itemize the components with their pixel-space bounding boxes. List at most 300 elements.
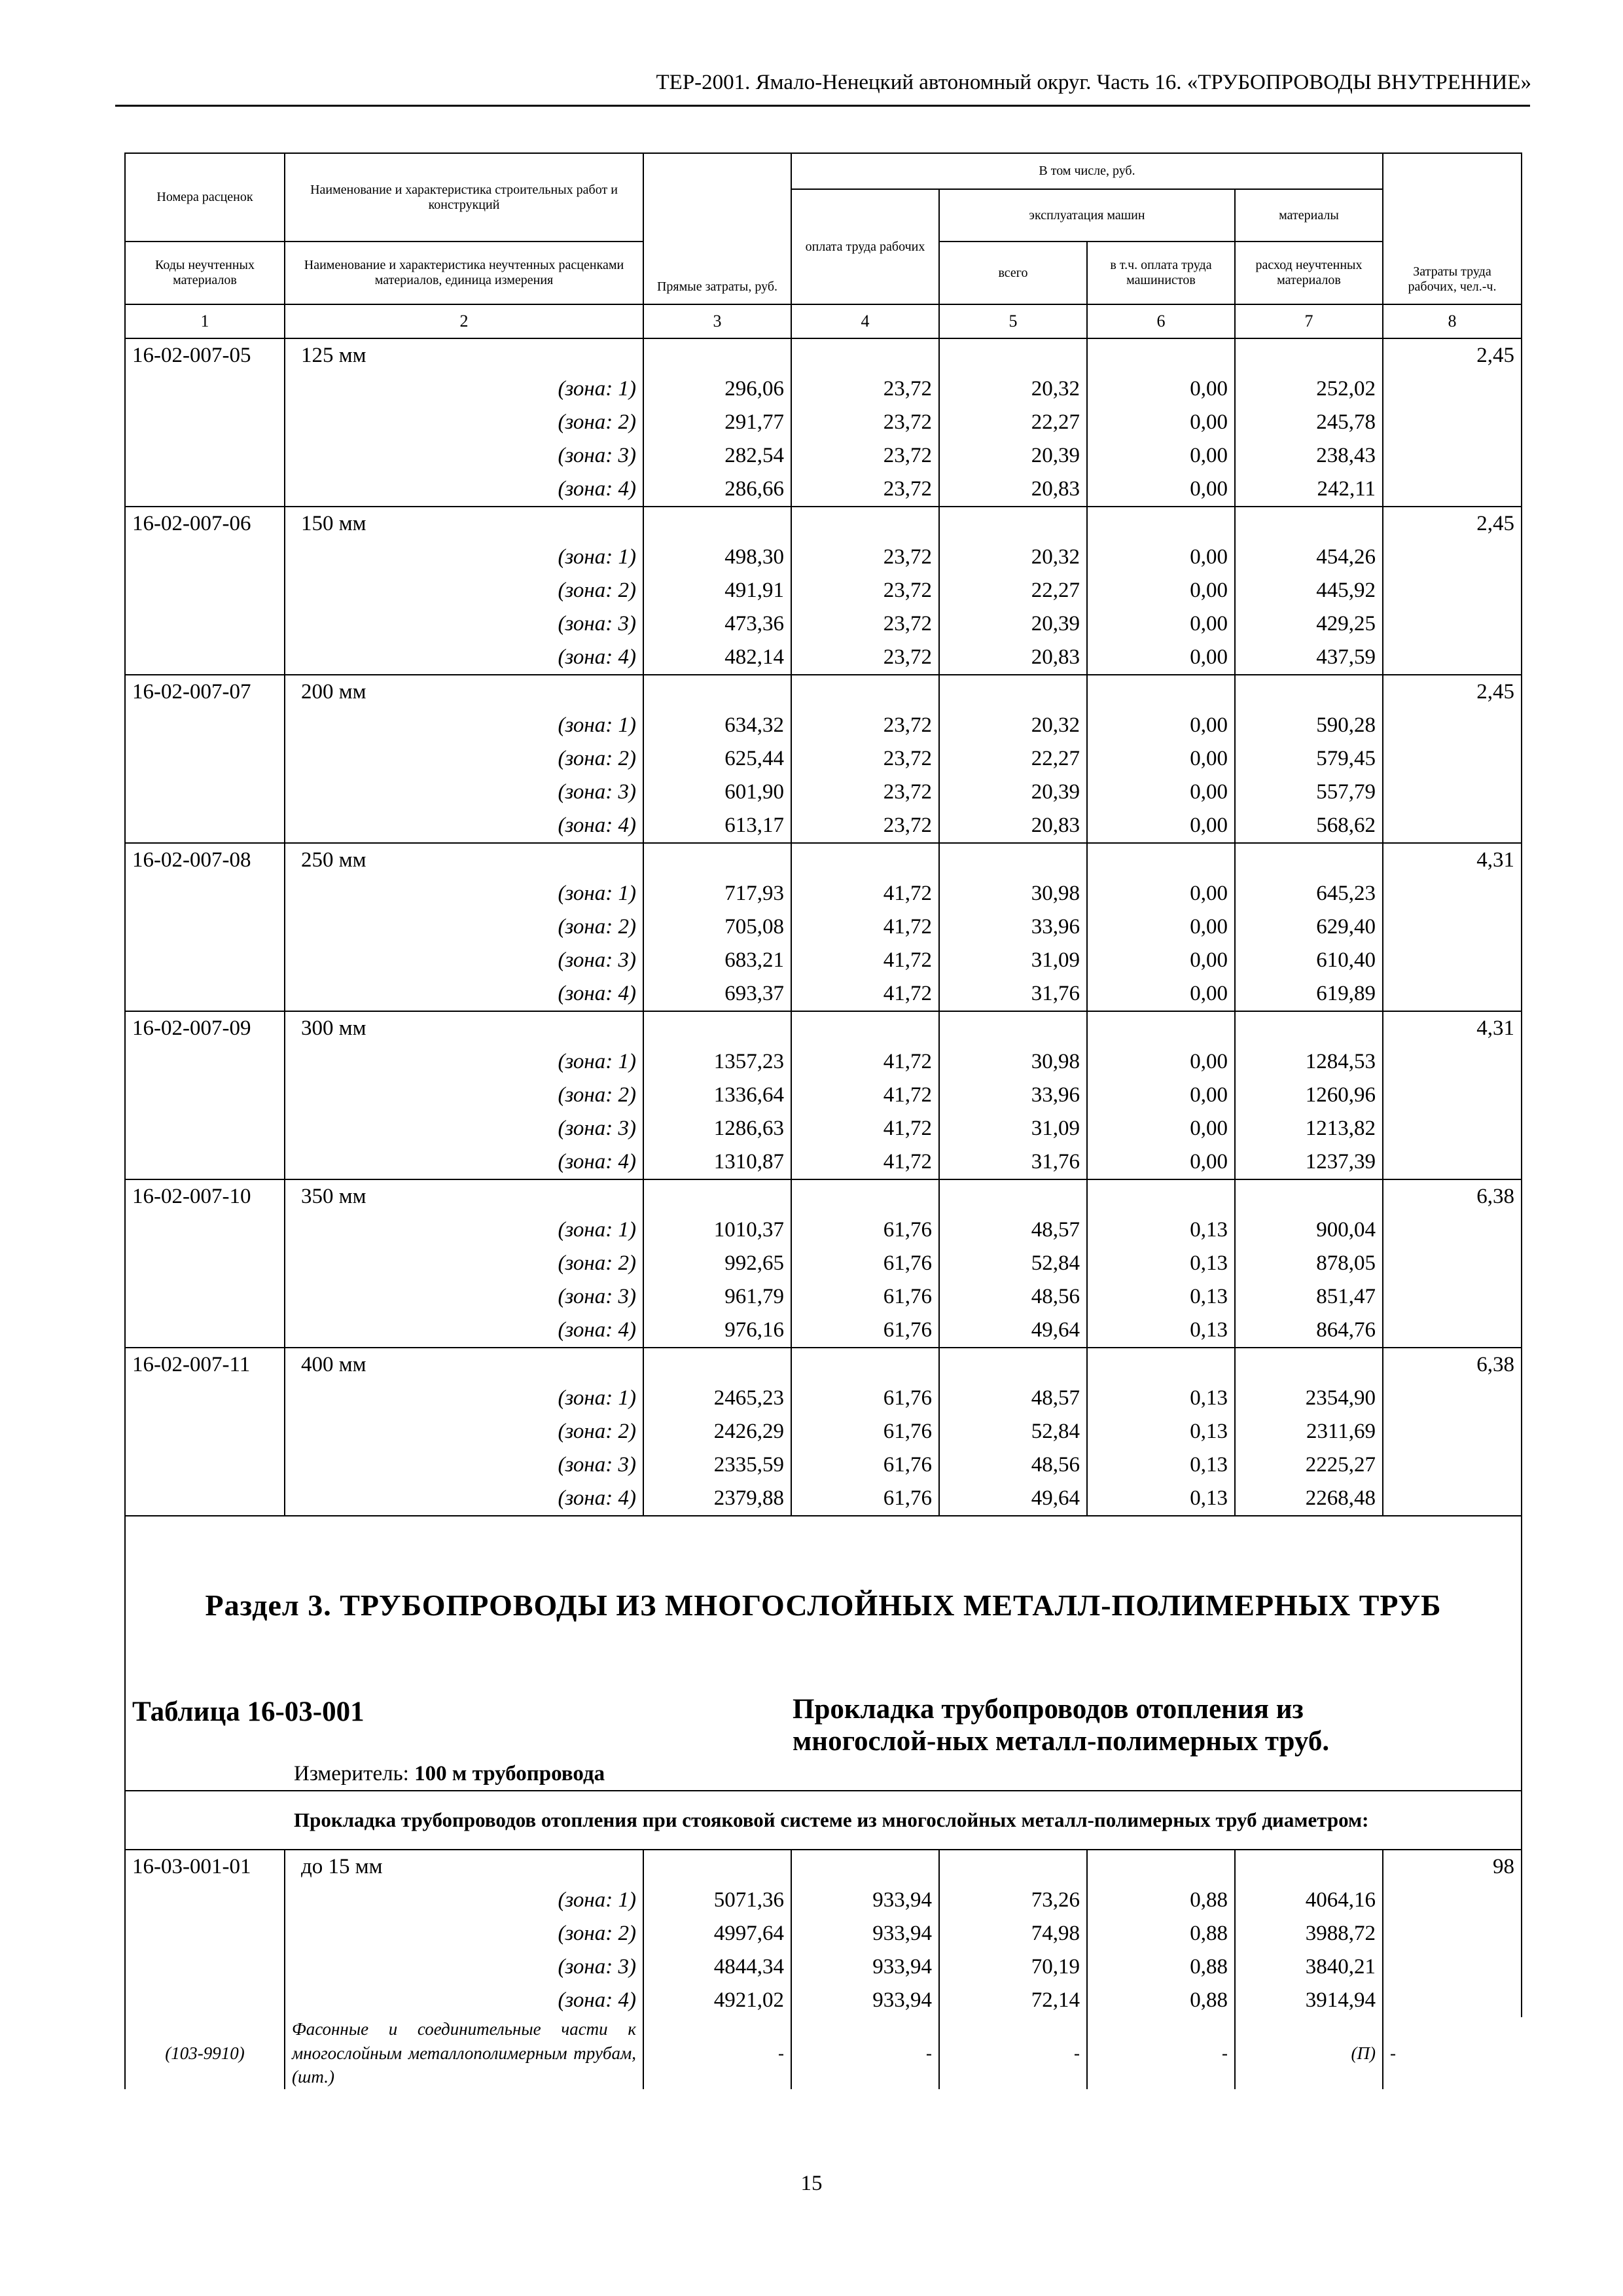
zone-label: (зона: 3): [285, 776, 643, 809]
value-cell: 933,94: [791, 1917, 939, 1950]
running-header: ТЕР-2001. Ямало-Ненецкий автономный округ. Часть 16. «ТРУБОПРОВОДЫ ВНУТРЕННИЕ»: [656, 71, 1531, 94]
value-cell: 31,09: [939, 1112, 1087, 1145]
value-cell: 4997,64: [643, 1917, 791, 1950]
value-cell: 61,76: [791, 1280, 939, 1314]
subheading: Прокладка трубопроводов отопления при стояковой системе из многослойных металл-полимерных труб диаметром:: [285, 1791, 1522, 1850]
zone-row: [125, 776, 1522, 809]
empty-cell: [643, 338, 791, 372]
rate-name: до 15 мм: [285, 1850, 643, 1884]
value-cell: 41,72: [791, 944, 939, 977]
value-cell: 22,27: [939, 742, 1087, 776]
zone-row: [125, 1884, 1522, 1917]
value-cell: 0,88: [1087, 1917, 1235, 1950]
value-cell: 0,00: [1087, 574, 1235, 607]
zone-row: [125, 877, 1522, 910]
empty-cell: [1087, 1348, 1235, 1382]
value-cell: 568,62: [1235, 809, 1383, 843]
value-cell: 961,79: [643, 1280, 791, 1314]
zone-label: (зона: 2): [285, 1415, 643, 1448]
rate-code: 16-02-007-05: [125, 338, 285, 372]
empty-cell: [939, 1179, 1087, 1213]
value-cell: 1357,23: [643, 1045, 791, 1079]
zone-row: [125, 1448, 1522, 1482]
empty-cell: [939, 507, 1087, 541]
rates-body: [125, 338, 1522, 1516]
value-cell: 634,32: [643, 709, 791, 742]
labor-cost: 4,31: [1383, 1011, 1522, 1045]
zone-row: [125, 1145, 1522, 1179]
header-machinists-pay: в т.ч. оплата труда машинистов: [1087, 242, 1235, 304]
zone-label: (зона: 2): [285, 1917, 643, 1950]
zone-row: [125, 1984, 1522, 2017]
empty-cell: [643, 507, 791, 541]
zone-label: (зона: 4): [285, 1314, 643, 1348]
material-name: Фасонные и соединительные части к многослойным металлополимерным трубам, (шт.): [285, 2017, 643, 2089]
section-spacer: [125, 1516, 1522, 1582]
material-code: (103-9910): [125, 2017, 285, 2089]
header-rule: [115, 105, 1530, 107]
column-number: 4: [791, 304, 939, 338]
header-rate-numbers: Номера расценок: [125, 153, 285, 242]
value-cell: 1284,53: [1235, 1045, 1383, 1079]
zone-label: (зона: 3): [285, 1950, 643, 1984]
value-cell: 2354,90: [1235, 1382, 1383, 1415]
value-cell: 31,76: [939, 977, 1087, 1011]
zone-label: (зона: 2): [285, 406, 643, 439]
value-cell: 445,92: [1235, 574, 1383, 607]
zone-row: [125, 1482, 1522, 1516]
value-cell: 41,72: [791, 1045, 939, 1079]
value-cell: 41,72: [791, 977, 939, 1011]
value-cell: 0,13: [1087, 1247, 1235, 1280]
value-cell: 282,54: [643, 439, 791, 473]
material-value: (П): [1235, 2017, 1383, 2089]
empty-cell: [1087, 843, 1235, 877]
value-cell: 0,00: [1087, 809, 1235, 843]
value-cell: 851,47: [1235, 1280, 1383, 1314]
zone-row: [125, 439, 1522, 473]
value-cell: 0,00: [1087, 977, 1235, 1011]
zone-row: [125, 541, 1522, 574]
value-cell: 1260,96: [1235, 1079, 1383, 1112]
zone-row: [125, 742, 1522, 776]
value-cell: 61,76: [791, 1247, 939, 1280]
zone-row: [125, 1045, 1522, 1079]
value-cell: 73,26: [939, 1884, 1087, 1917]
zone-row: [125, 1917, 1522, 1950]
value-cell: 557,79: [1235, 776, 1383, 809]
zone-row: [125, 372, 1522, 406]
zone-label: (зона: 1): [285, 877, 643, 910]
empty-cell: [791, 338, 939, 372]
empty-cell: [939, 843, 1087, 877]
empty-cell: [791, 1348, 939, 1382]
rate-name: 300 мм: [285, 1011, 643, 1045]
rate-name: 350 мм: [285, 1179, 643, 1213]
value-cell: 23,72: [791, 742, 939, 776]
zone-row: [125, 1213, 1522, 1247]
empty-cell: [643, 1348, 791, 1382]
empty-cell: [1087, 338, 1235, 372]
empty-cell: [643, 1850, 791, 1884]
labor-cost: 4,31: [1383, 843, 1522, 877]
zone-label: (зона: 2): [285, 910, 643, 944]
zone-row: [125, 944, 1522, 977]
value-cell: 23,72: [791, 473, 939, 507]
rate-name: 400 мм: [285, 1348, 643, 1382]
labor-cost: 6,38: [1383, 1179, 1522, 1213]
header-machines-total: всего: [939, 242, 1087, 304]
empty-cell: [643, 675, 791, 709]
empty-cell: [643, 1011, 791, 1045]
empty-cell: [1087, 675, 1235, 709]
material-value: -: [643, 2017, 791, 2089]
value-cell: 0,13: [1087, 1382, 1235, 1415]
page-number: 15: [800, 2172, 823, 2195]
measure-label: Измеритель:: [294, 1761, 409, 1785]
zone-row: [125, 641, 1522, 675]
column-number: 8: [1383, 304, 1522, 338]
measure-line: [285, 1758, 1522, 1791]
material-value: -: [1383, 2017, 1522, 2089]
value-cell: 48,57: [939, 1382, 1087, 1415]
zone-label: (зона: 1): [285, 1045, 643, 1079]
value-cell: 1310,87: [643, 1145, 791, 1179]
value-cell: 878,05: [1235, 1247, 1383, 1280]
value-cell: 473,36: [643, 607, 791, 641]
material-value: -: [791, 2017, 939, 2089]
value-cell: 0,13: [1087, 1415, 1235, 1448]
value-cell: 242,11: [1235, 473, 1383, 507]
zone-label: (зона: 1): [285, 541, 643, 574]
empty-cell: [1235, 1348, 1383, 1382]
zone-row: [125, 473, 1522, 507]
value-cell: 4064,16: [1235, 1884, 1383, 1917]
material-value: -: [939, 2017, 1087, 2089]
value-cell: 717,93: [643, 877, 791, 910]
value-cell: 2335,59: [643, 1448, 791, 1482]
zone-row: [125, 977, 1522, 1011]
zone-label: (зона: 2): [285, 1247, 643, 1280]
value-cell: 48,56: [939, 1448, 1087, 1482]
value-cell: 2379,88: [643, 1482, 791, 1516]
value-cell: 1336,64: [643, 1079, 791, 1112]
header-material-codes: Коды неучтенных материалов: [125, 242, 285, 304]
value-cell: 48,56: [939, 1280, 1087, 1314]
empty-cell: [1087, 507, 1235, 541]
empty-cell: [939, 675, 1087, 709]
value-cell: 0,00: [1087, 541, 1235, 574]
value-cell: 238,43: [1235, 439, 1383, 473]
value-cell: 41,72: [791, 1112, 939, 1145]
empty-cell: [1235, 1011, 1383, 1045]
rates-table: [124, 152, 1522, 2089]
value-cell: 0,88: [1087, 1884, 1235, 1917]
value-cell: 610,40: [1235, 944, 1383, 977]
value-cell: 61,76: [791, 1213, 939, 1247]
header-machines: эксплуатация машин: [939, 189, 1235, 242]
header-labor-costs: Затраты труда рабочих, чел.-ч.: [1383, 153, 1522, 304]
value-cell: 0,13: [1087, 1213, 1235, 1247]
value-cell: 0,13: [1087, 1448, 1235, 1482]
value-cell: 933,94: [791, 1950, 939, 1984]
empty-cell: [1235, 507, 1383, 541]
value-cell: 0,00: [1087, 910, 1235, 944]
rate-code: 16-02-007-07: [125, 675, 285, 709]
value-cell: 49,64: [939, 1314, 1087, 1348]
value-cell: 2225,27: [1235, 1448, 1383, 1482]
zone-label: (зона: 1): [285, 372, 643, 406]
section-spacer: [125, 1628, 1522, 1693]
rate-code: 16-02-007-11: [125, 1348, 285, 1382]
column-number: 1: [125, 304, 285, 338]
zone-label: (зона: 4): [285, 1482, 643, 1516]
value-cell: 61,76: [791, 1415, 939, 1448]
empty-cell: [791, 1179, 939, 1213]
zone-label: (зона: 4): [285, 1984, 643, 2017]
value-cell: 0,00: [1087, 406, 1235, 439]
value-cell: 23,72: [791, 372, 939, 406]
value-cell: 23,72: [791, 776, 939, 809]
value-cell: 22,27: [939, 406, 1087, 439]
empty-cell: [939, 1850, 1087, 1884]
value-cell: 74,98: [939, 1917, 1087, 1950]
value-cell: 619,89: [1235, 977, 1383, 1011]
empty-cell: [1087, 1011, 1235, 1045]
value-cell: 52,84: [939, 1247, 1087, 1280]
header-material-consumption: расход неучтенных материалов: [1235, 242, 1383, 304]
value-cell: 976,16: [643, 1314, 791, 1348]
value-cell: 0,00: [1087, 1079, 1235, 1112]
value-cell: 22,27: [939, 574, 1087, 607]
empty-cell: [1235, 843, 1383, 877]
value-cell: 2268,48: [1235, 1482, 1383, 1516]
value-cell: 0,00: [1087, 877, 1235, 910]
value-cell: 0,88: [1087, 1984, 1235, 2017]
zone-label: (зона: 3): [285, 1448, 643, 1482]
header-work-name: Наименование и характеристика строительных работ и конструкций: [285, 153, 643, 242]
value-cell: 20,32: [939, 372, 1087, 406]
value-cell: 2465,23: [643, 1382, 791, 1415]
value-cell: 0,00: [1087, 372, 1235, 406]
rate-group-row: [125, 338, 1522, 372]
value-cell: 0,00: [1087, 473, 1235, 507]
value-cell: 31,76: [939, 1145, 1087, 1179]
section-title: Раздел 3. ТРУБОПРОВОДЫ ИЗ МНОГОСЛОЙНЫХ МЕТАЛЛ-ПОЛИМЕРНЫХ ТРУБ: [125, 1582, 1522, 1628]
value-cell: 245,78: [1235, 406, 1383, 439]
value-cell: 286,66: [643, 473, 791, 507]
zone-row: [125, 1247, 1522, 1280]
value-cell: 41,72: [791, 877, 939, 910]
value-cell: 2426,29: [643, 1415, 791, 1448]
empty-cell: [1087, 1850, 1235, 1884]
value-cell: 4844,34: [643, 1950, 791, 1984]
empty-cell: [1235, 1850, 1383, 1884]
value-cell: 23,72: [791, 541, 939, 574]
value-cell: 20,32: [939, 541, 1087, 574]
value-cell: 1010,37: [643, 1213, 791, 1247]
zone-label: (зона: 4): [285, 1145, 643, 1179]
value-cell: 70,19: [939, 1950, 1087, 1984]
zone-label: (зона: 3): [285, 607, 643, 641]
material-value: -: [1087, 2017, 1235, 2089]
value-cell: 3988,72: [1235, 1917, 1383, 1950]
empty-cell: [791, 507, 939, 541]
empty-cell: [1235, 675, 1383, 709]
zone-label: (зона: 2): [285, 1079, 643, 1112]
zone-row: [125, 709, 1522, 742]
rate-name: 150 мм: [285, 507, 643, 541]
zone-label: (зона: 4): [285, 641, 643, 675]
value-cell: 0,00: [1087, 1045, 1235, 1079]
labor-cost: 6,38: [1383, 1348, 1522, 1382]
value-cell: 23,72: [791, 641, 939, 675]
value-cell: 23,72: [791, 709, 939, 742]
value-cell: 933,94: [791, 1984, 939, 2017]
value-cell: 705,08: [643, 910, 791, 944]
header-including: В том числе, руб.: [791, 153, 1383, 189]
value-cell: 49,64: [939, 1482, 1087, 1516]
empty-cell: [939, 1348, 1087, 1382]
value-cell: 992,65: [643, 1247, 791, 1280]
value-cell: 0,13: [1087, 1280, 1235, 1314]
rate-group-row: [125, 1179, 1522, 1213]
value-cell: 1237,39: [1235, 1145, 1383, 1179]
empty-cell: [791, 675, 939, 709]
value-cell: 0,00: [1087, 607, 1235, 641]
value-cell: 498,30: [643, 541, 791, 574]
zone-label: (зона: 3): [285, 1112, 643, 1145]
value-cell: 20,83: [939, 809, 1087, 843]
value-cell: 2311,69: [1235, 1415, 1383, 1448]
value-cell: 629,40: [1235, 910, 1383, 944]
zone-row: [125, 1079, 1522, 1112]
value-cell: 4921,02: [643, 1984, 791, 2017]
value-cell: 52,84: [939, 1415, 1087, 1448]
empty-cell: [1087, 1179, 1235, 1213]
value-cell: 0,00: [1087, 641, 1235, 675]
rate-name: 250 мм: [285, 843, 643, 877]
value-cell: 61,76: [791, 1382, 939, 1415]
value-cell: 0,00: [1087, 1112, 1235, 1145]
value-cell: 0,13: [1087, 1482, 1235, 1516]
zone-label: (зона: 2): [285, 574, 643, 607]
zone-label: (зона: 1): [285, 1213, 643, 1247]
column-number: 5: [939, 304, 1087, 338]
value-cell: 900,04: [1235, 1213, 1383, 1247]
empty-cell: [643, 1179, 791, 1213]
value-cell: 31,09: [939, 944, 1087, 977]
value-cell: 23,72: [791, 406, 939, 439]
value-cell: 296,06: [643, 372, 791, 406]
value-cell: 252,02: [1235, 372, 1383, 406]
rate-group-row: [125, 1348, 1522, 1382]
rate-group-row: [125, 843, 1522, 877]
zone-label: (зона: 4): [285, 977, 643, 1011]
value-cell: 30,98: [939, 877, 1087, 910]
value-cell: 0,00: [1087, 742, 1235, 776]
zone-label: (зона: 3): [285, 944, 643, 977]
rate-group-row: [125, 1011, 1522, 1045]
column-number: 7: [1235, 304, 1383, 338]
zone-label: (зона: 1): [285, 1382, 643, 1415]
value-cell: 61,76: [791, 1482, 939, 1516]
value-cell: 1286,63: [643, 1112, 791, 1145]
measure-value: 100 м трубопровода: [414, 1761, 605, 1785]
empty-cell: [1235, 1179, 1383, 1213]
rate-code: 16-03-001-01: [125, 1850, 285, 1884]
value-cell: 429,25: [1235, 607, 1383, 641]
value-cell: 1213,82: [1235, 1112, 1383, 1145]
value-cell: 20,32: [939, 709, 1087, 742]
labor-cost: 98: [1383, 1850, 1522, 1884]
header-direct-costs: Прямые затраты, руб.: [643, 153, 791, 304]
zone-row: [125, 1382, 1522, 1415]
header-material-names: Наименование и характеристика неучтенных расценками материалов, единица измерения: [285, 242, 643, 304]
labor-cost: 2,45: [1383, 338, 1522, 372]
empty-cell: [1235, 338, 1383, 372]
value-cell: 291,77: [643, 406, 791, 439]
value-cell: 683,21: [643, 944, 791, 977]
value-cell: 20,39: [939, 776, 1087, 809]
header-materials: материалы: [1235, 189, 1383, 242]
value-cell: 33,96: [939, 1079, 1087, 1112]
value-cell: 20,39: [939, 439, 1087, 473]
value-cell: 30,98: [939, 1045, 1087, 1079]
value-cell: 0,00: [1087, 944, 1235, 977]
value-cell: 41,72: [791, 910, 939, 944]
value-cell: 48,57: [939, 1213, 1087, 1247]
header-worker-pay: оплата труда рабочих: [791, 189, 939, 304]
zone-label: (зона: 3): [285, 439, 643, 473]
table-label: Таблица 16-03-001: [125, 1693, 791, 1758]
value-cell: 437,59: [1235, 641, 1383, 675]
value-cell: 23,72: [791, 607, 939, 641]
zone-label: (зона: 2): [285, 742, 643, 776]
rate-group-row: [125, 507, 1522, 541]
value-cell: 3840,21: [1235, 1950, 1383, 1984]
value-cell: 625,44: [643, 742, 791, 776]
zone-row: [125, 809, 1522, 843]
zone-label: (зона: 4): [285, 809, 643, 843]
zone-row: [125, 1314, 1522, 1348]
value-cell: 41,72: [791, 1079, 939, 1112]
value-cell: 454,26: [1235, 541, 1383, 574]
value-cell: 482,14: [643, 641, 791, 675]
rate-code: 16-02-007-08: [125, 843, 285, 877]
value-cell: 0,00: [1087, 776, 1235, 809]
zone-label: (зона: 4): [285, 473, 643, 507]
empty-cell: [643, 843, 791, 877]
column-number: 2: [285, 304, 643, 338]
zone-row: [125, 406, 1522, 439]
rate-name: 125 мм: [285, 338, 643, 372]
zone-row: [125, 1415, 1522, 1448]
zone-row: [125, 1950, 1522, 1984]
rate-code: 16-02-007-06: [125, 507, 285, 541]
value-cell: 41,72: [791, 1145, 939, 1179]
empty-cell: [939, 338, 1087, 372]
labor-cost: 2,45: [1383, 675, 1522, 709]
value-cell: 5071,36: [643, 1884, 791, 1917]
labor-cost: 2,45: [1383, 507, 1522, 541]
value-cell: 0,00: [1087, 1145, 1235, 1179]
value-cell: 23,72: [791, 809, 939, 843]
rate-group-row: [125, 675, 1522, 709]
value-cell: 61,76: [791, 1314, 939, 1348]
zone-row: [125, 1112, 1522, 1145]
value-cell: 72,14: [939, 1984, 1087, 2017]
